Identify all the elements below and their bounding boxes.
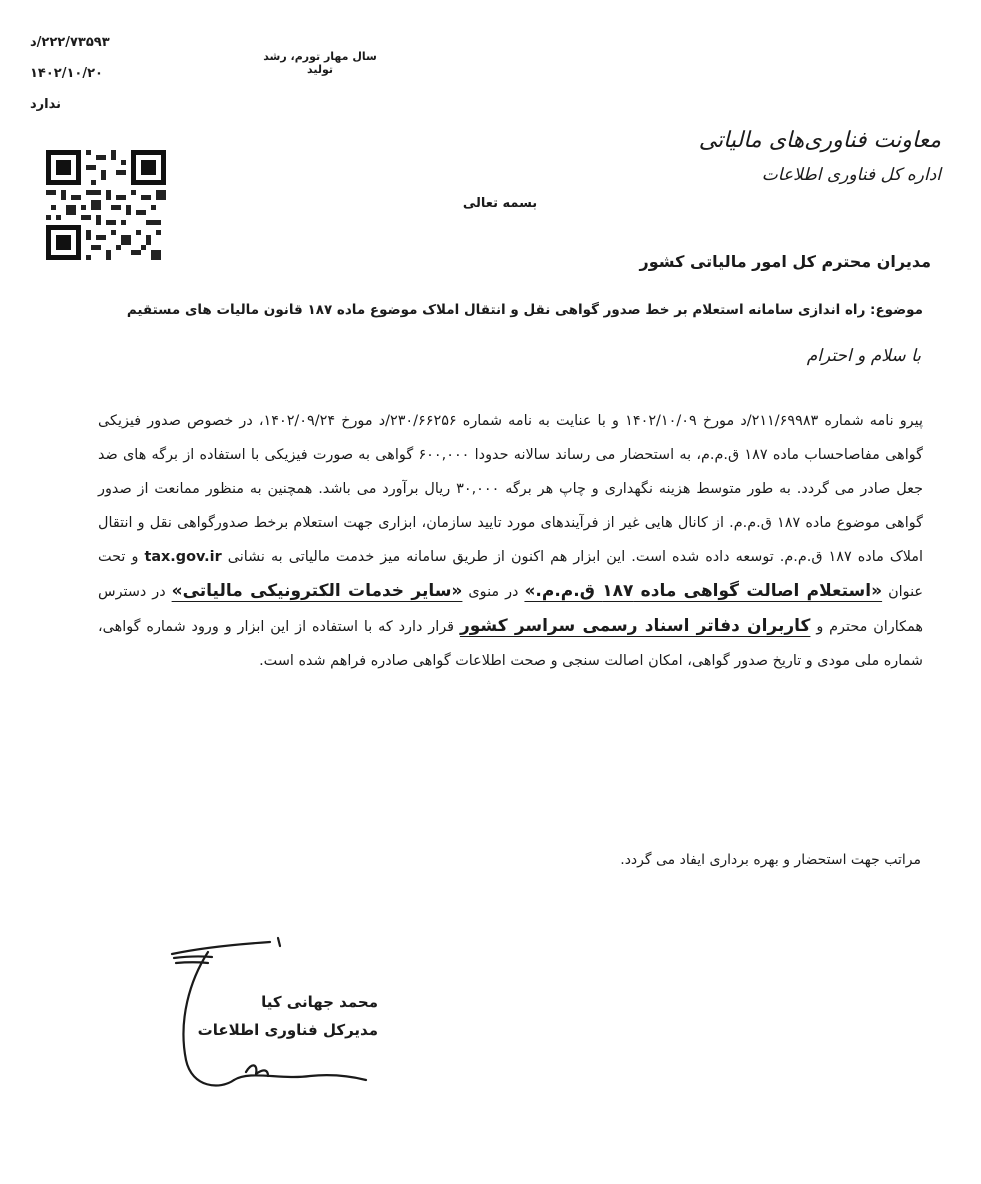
qr-code-icon bbox=[46, 150, 166, 260]
closing-line: مراتب جهت استحضار و بهره برداری ایفاد می گردد. bbox=[620, 852, 921, 868]
signer-block bbox=[178, 988, 378, 1044]
body-part-2: و تحت عنوان bbox=[98, 549, 923, 600]
body-part-3: در منوی bbox=[468, 584, 519, 600]
body-part-4: در دسترس همکاران محترم و bbox=[98, 584, 923, 635]
org-deputy: معاونت فناوری‌های مالیاتی bbox=[698, 128, 941, 153]
website-address: tax.gov.ir bbox=[144, 549, 222, 565]
body-part-5: قرار دارد که با استفاده از این ابزار و ورود شماره گواهی، شماره ملی مودی و تاریخ صدور گواهی، امکان اصالت سنجی و صحت اطلاعات گواهی صادره فراهم شده است. bbox=[98, 619, 923, 669]
menu-name-highlight: «سایر خدمات الکترونیکی مالیاتی» bbox=[171, 581, 463, 601]
greeting: با سلام و احترام bbox=[806, 346, 921, 366]
service-name-highlight: «استعلام اصالت گواهی ماده ۱۸۷ ق.م.م.» bbox=[524, 581, 883, 601]
notary-users-highlight: کاربران دفاتر اسناد رسمی سراسر کشور bbox=[459, 616, 811, 636]
letter-body bbox=[98, 404, 923, 678]
subject-text: راه اندازی سامانه استعلام بر خط صدور گواهی نقل و انتقال املاک موضوع ماده ۱۸۷ قانون مالیات های مستقیم bbox=[126, 302, 866, 318]
recipient: مدیران محترم کل امور مالیاتی کشور bbox=[639, 252, 931, 271]
signer-name: محمد جهانی کیا bbox=[261, 993, 378, 1011]
letter-number: ۲۲۲/۷۳۵۹۳/د bbox=[30, 35, 110, 50]
letter-date: ۱۴۰۲/۱۰/۲۰ bbox=[30, 66, 103, 81]
letter-attachment: ندارد bbox=[30, 97, 62, 112]
letter-meta bbox=[30, 36, 150, 129]
org-department: اداره کل فناوری اطلاعات bbox=[761, 165, 941, 185]
bismillah: بسمه تعالی bbox=[462, 196, 538, 211]
organization-header bbox=[681, 128, 941, 185]
year-motto: سال مهار تورم، رشد تولید bbox=[263, 50, 377, 76]
subject-line bbox=[43, 300, 923, 320]
body-part-1: پیرو نامه شماره ۲۱۱/۶۹۹۸۳/د مورخ ۱۴۰۲/۱۰/۰۹ و با عنایت به نامه شماره ۲۳۰/۶۶۲۵۶/د مورخ ۱۴۰۲/۰۹/۲۴، در خصوص صدور فیزیکی گواهی مفاصاحساب ماده ۱۸۷ ق.م.م، به استحضار می رساند سالانه حدودا ۶۰۰,۰۰۰ گواهی به صورت فیزیکی با استفاده از برگه های ضد جعل صادر می گردد. به طور متوسط هزینه نگهداری و چاپ هر برگه ۳۰,۰۰۰ ریال برآورد می باشد. همچنین به منظور ممانعت از صدور گواهی موضوع ماده ۱۸۷ ق.م.م. از کانال هایی غیر از فرآیندهای مورد تایید سازمان، ابزاری جهت استعلام برخط صدورگواهی نقل و انتقال املاک ماده ۱۸۷ ق.م.م. توسعه داده شده است. این ابزار هم اکنون از طریق سامانه میز خدمت مالیاتی به نشانی bbox=[98, 413, 924, 565]
subject-label: موضوع: bbox=[870, 302, 923, 318]
signer-title: مدیرکل فناوری اطلاعات bbox=[197, 1021, 378, 1039]
